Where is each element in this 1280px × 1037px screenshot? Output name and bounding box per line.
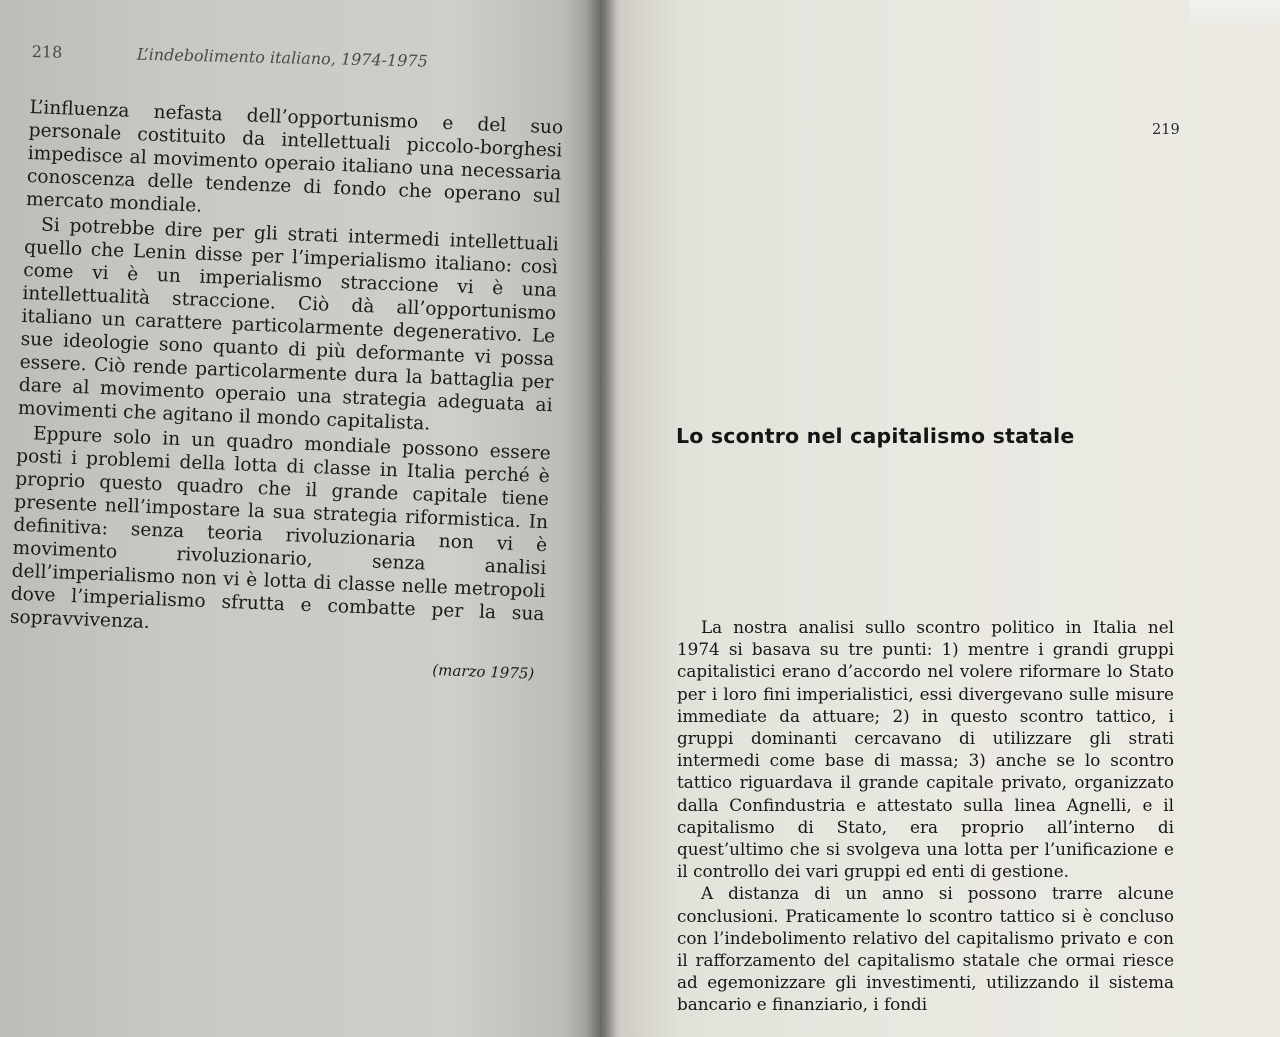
left-page: [0, 0, 604, 1037]
right-paragraph-2: A distanza di un anno si possono trarre alcune conclusioni. Praticamente lo scontro tattico si è concluso con l’indebolimento relativo del capitalismo privato e con il rafforzamento del capitalismo statale che ormai riesce ad egemonizzare gli investimenti, utilizzando il sistema bancario e finanziario, i fondi: [677, 883, 1174, 1015]
left-paragraph-2: Si potrebbe dire per gli strati intermedi intellettuali quello che Lenin disse per l’imperialismo italiano: così come vi è un imperialismo straccione vi è una intellettualità straccione. Ciò dà all’opportunismo italiano un carattere particolarmente degenerativo. Le sue ideologie sono quanto di più deformante vi possa essere. Ciò rende particolarmente dura la battaglia per dare al movimento operaio una strategia adeguata ai movimenti che agitano il mondo capitalista.: [17, 214, 560, 435]
chapter-title: Lo scontro nel capitalismo statale: [676, 424, 1075, 448]
right-page: [600, 0, 1280, 1037]
left-page-number: 218: [31, 42, 63, 62]
left-paragraph-1: L’influenza nefasta dell’opportunismo e del suo personale costituito da intellettuali piccolo-borghesi impedisce al movimento operaio italiano una necessaria conoscenza delle tendenze di fondo che operano sul mercato mondiale.: [25, 96, 564, 217]
left-paragraph-3: Eppure solo in un quadro mondiale possono essere posti i problemi della lotta di classe in Italia perché è proprio questo quadro che il grande capitale tiene presente nell’impostare la sua strategia riformistica. In definitiva: senza teoria rivoluzionaria non vi è movimento rivoluzionario, senza analisi dell’imperialismo non vi è lotta di classe nelle metropoli dove l’imperialismo sfrutta e combatte per la sua sopravvivenza.: [9, 423, 552, 633]
running-head: L’indebolimento italiano, 1974-1975: [136, 44, 429, 71]
right-paragraph-1: La nostra analisi sullo scontro politico in Italia nel 1974 si basava su tre punti: 1) mentre i grandi gruppi capitalistici erano d’accordo nel volere riformare lo Stato per i loro fini imperialistici, essi divergevano sulle misure immediate da attuare; 2) in questo scontro tattico, i gruppi dominanti cercavano di utilizzare gli strati intermedi come base di massa; 3) anche se lo scontro tattico riguardava il grande capitale privato, organizzato dalla Confindustria e attestato sulla linea Agnelli, e il capitalismo di Stato, era proprio all’interno di quest’ultimo che si svolgeva una lotta per l’unificazione e il controllo dei vari gruppi ed enti di gestione.: [677, 617, 1174, 882]
right-page-body: [677, 616, 1174, 1016]
right-page-number: 219: [1152, 122, 1180, 138]
date-signoff: (marzo 1975): [431, 660, 535, 683]
corner-highlight: [1190, 0, 1280, 30]
left-page-body: [8, 96, 563, 686]
left-page-header: [32, 42, 452, 71]
